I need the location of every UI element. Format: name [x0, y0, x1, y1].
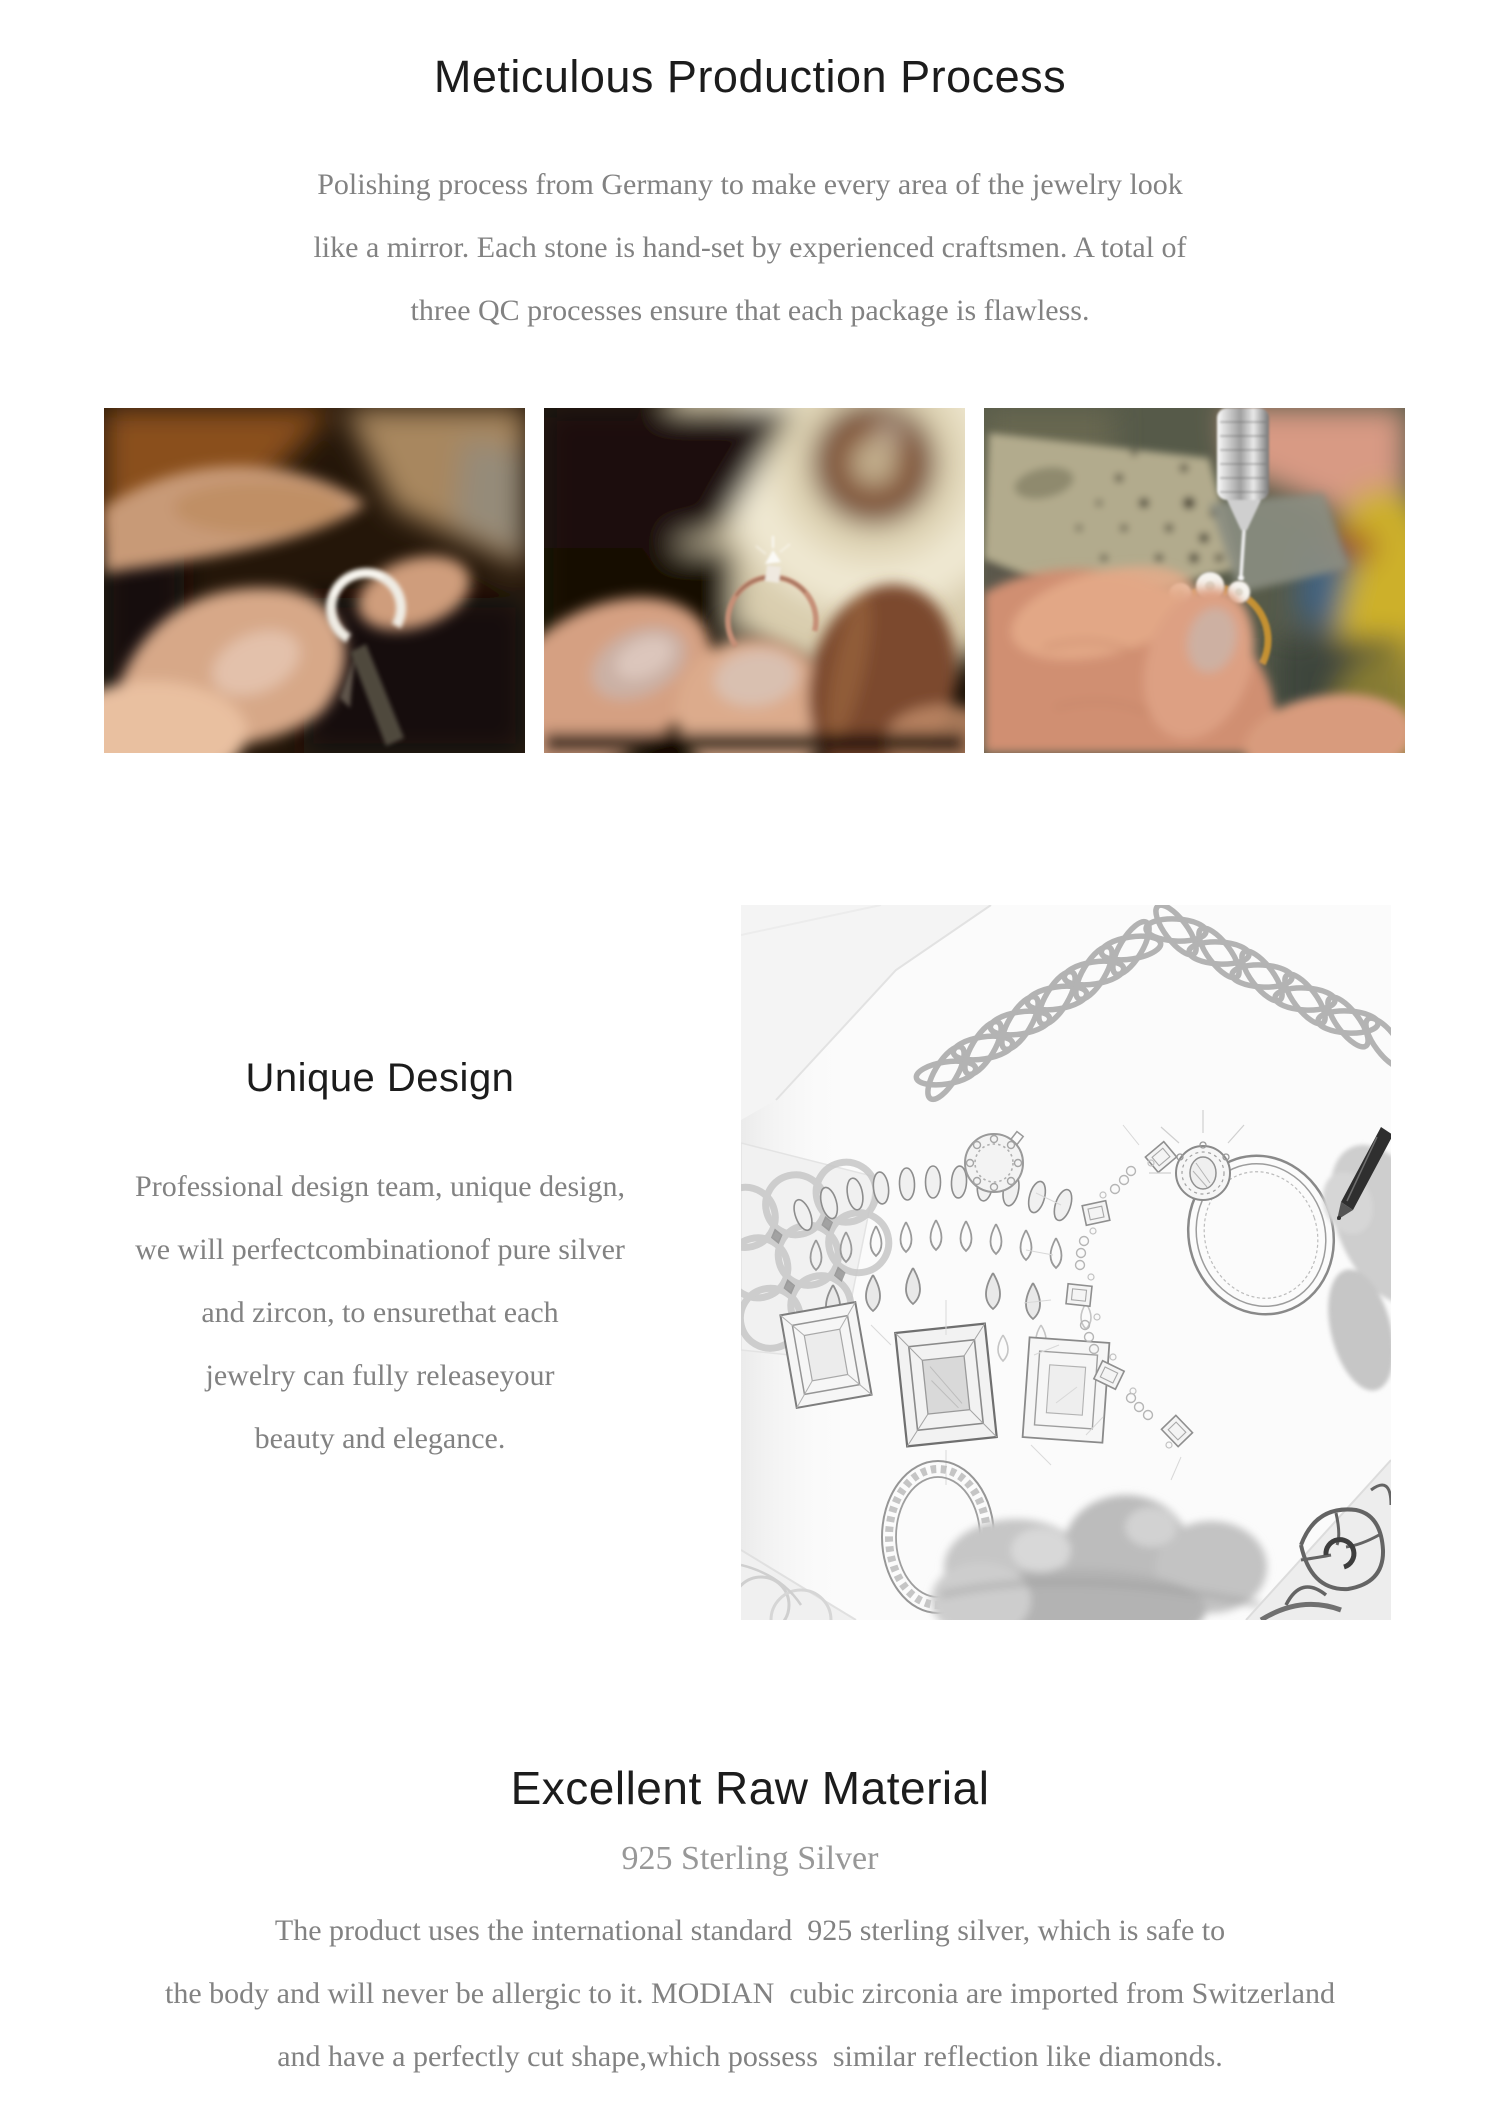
unique-design-paragraph-line: we will perfectcombinationof pure silver: [135, 1233, 625, 1266]
raw-material-paragraph-line: and have a perfectly cut shape,which possess similar reflection like diamonds.: [277, 2040, 1223, 2073]
raw-material-paragraph-line: the body and will never be allergic to it. MODIAN cubic zirconia are imported from Switzerland: [165, 1977, 1335, 2010]
ring-polishing-photo: [544, 408, 965, 753]
production-paragraph-line: three QC processes ensure that each package is flawless.: [410, 294, 1090, 327]
production-paragraph: [0, 153, 1500, 342]
production-paragraph-line: like a mirror. Each stone is hand-set by experienced craftsmen. A total of: [313, 231, 1187, 264]
production-paragraph-line: Polishing process from Germany to make every area of the jewelry look: [317, 168, 1183, 201]
unique-design-text-column: [60, 1053, 700, 1470]
raw-material-paragraph: [0, 1899, 1500, 2088]
ring-adjusting-photo-art: [104, 408, 525, 753]
unique-design-paragraph-line: jewelry can fully releaseyour: [205, 1359, 555, 1392]
unique-design-paragraph-line: and zircon, to ensurethat each: [201, 1296, 559, 1329]
ring-adjusting-photo: [104, 408, 525, 753]
stone-setting-photo: [984, 408, 1405, 753]
production-photos-row: [104, 408, 1405, 753]
ring-polishing-photo-art: [544, 408, 965, 753]
unique-design-paragraph-line: beauty and elegance.: [254, 1422, 506, 1455]
unique-design-title: Unique Design: [245, 1056, 515, 1100]
jewelry-design-sketch-art: [741, 905, 1391, 1620]
unique-design-paragraph: [60, 1155, 700, 1470]
production-section-title: Meticulous Production Process: [433, 51, 1067, 102]
raw-material-subtitle: 925 Sterling Silver: [621, 1840, 879, 1877]
unique-design-paragraph-line: Professional design team, unique design,: [135, 1170, 625, 1203]
raw-material-title: Excellent Raw Material: [510, 1762, 990, 1814]
raw-material-paragraph-line: The product uses the international standard 925 sterling silver, which is safe to: [274, 1914, 1226, 1947]
stone-setting-photo-art: [984, 408, 1405, 753]
jewelry-design-sketch-photo: [741, 905, 1391, 1620]
